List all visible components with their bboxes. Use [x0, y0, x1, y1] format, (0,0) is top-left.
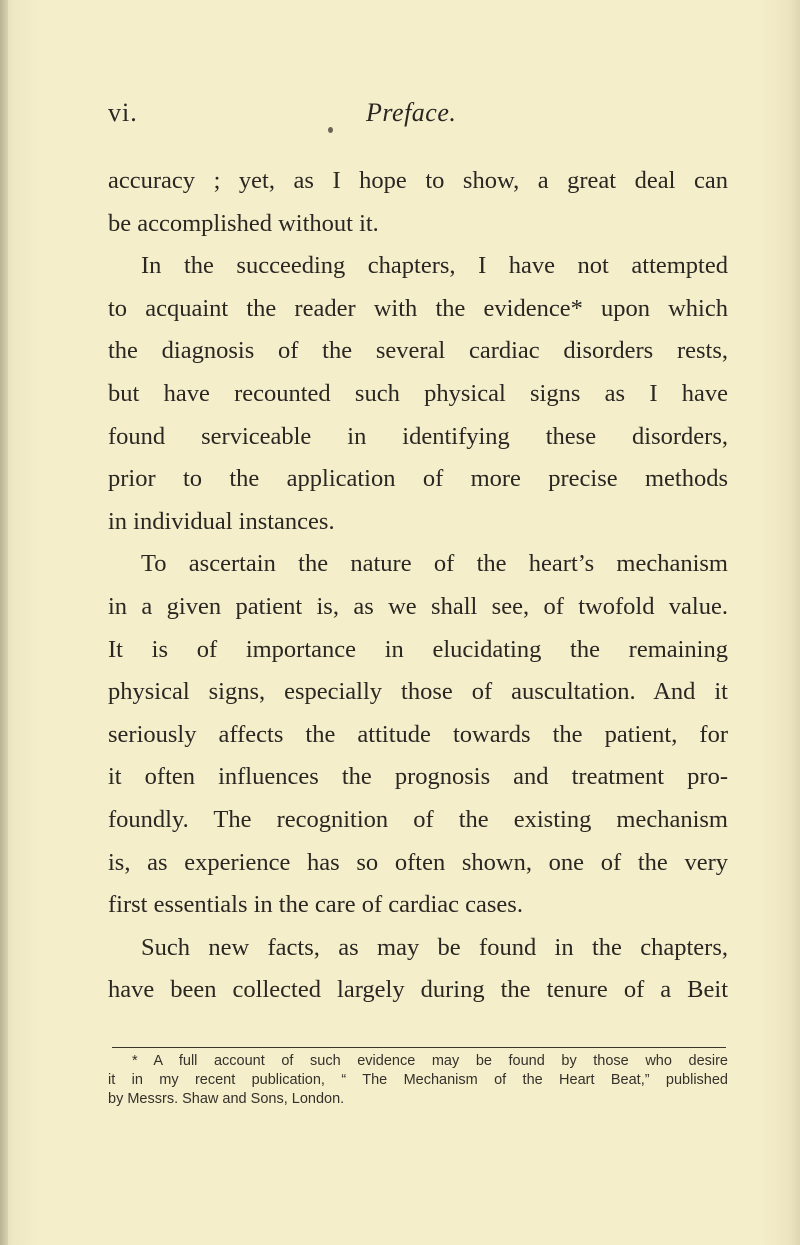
footnote-line: * A full account of such evidence may be found by those who desire: [132, 1053, 728, 1069]
footnote: [108, 1052, 728, 1109]
body-line: seriously affects the attitude towards the patient, for: [108, 720, 728, 748]
body-line: it often influences the prognosis and treatment pro-: [108, 763, 728, 791]
running-head-title: Preface.: [366, 98, 457, 127]
body-line: It is of importance in elucidating the remaining: [108, 635, 728, 663]
footnote-line: it in my recent publication, “ The Mechanism of the Heart Beat,” published: [108, 1072, 728, 1088]
body-line: foundly. The recognition of the existing mechanism: [108, 805, 728, 833]
body-line: be accomplished without it.: [108, 209, 379, 237]
body-text: [108, 160, 728, 1012]
body-line: but have recounted such physical signs as I have: [108, 379, 728, 407]
body-line: In the succeeding chapters, I have not attempted: [141, 252, 728, 280]
page-gutter: [0, 0, 8, 1245]
ink-speck: [328, 127, 333, 133]
running-head: [108, 98, 728, 132]
body-line: to acquaint the reader with the evidence* upon which: [108, 294, 728, 322]
body-line: is, as experience has so often shown, one of the very: [108, 848, 728, 876]
body-line: first essentials in the care of cardiac cases.: [108, 891, 523, 919]
body-line: physical signs, especially those of auscultation. And it: [108, 678, 728, 706]
page-number: vi.: [108, 98, 138, 127]
body-line: accuracy ; yet, as I hope to show, a great deal can: [108, 167, 728, 194]
body-line: found serviceable in identifying these disorders,: [108, 422, 728, 450]
body-line: the diagnosis of the several cardiac disorders rests,: [108, 337, 728, 365]
body-line: prior to the application of more precise methods: [108, 465, 728, 493]
body-line: Such new facts, as may be found in the chapters,: [141, 933, 728, 961]
footnote-divider: [112, 1047, 726, 1048]
body-line: in individual instances.: [108, 507, 335, 535]
body-line: have been collected largely during the tenure of a Beit: [108, 976, 728, 1004]
body-line: To ascertain the nature of the heart’s mechanism: [141, 550, 728, 578]
body-line: in a given patient is, as we shall see, of twofold value.: [108, 592, 728, 620]
footnote-line: by Messrs. Shaw and Sons, London.: [108, 1091, 345, 1107]
